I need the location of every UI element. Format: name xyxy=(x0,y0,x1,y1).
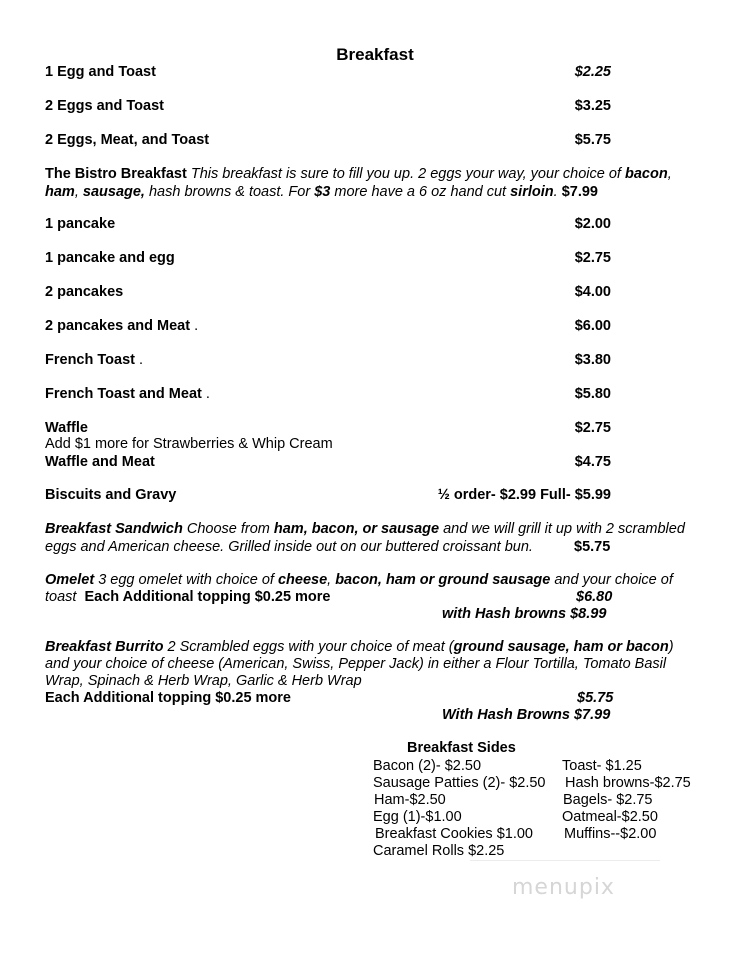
burrito-price: $5.75 xyxy=(577,690,614,706)
item-name xyxy=(45,352,143,368)
item-name: Waffle xyxy=(45,420,88,436)
bistro-ham: ham xyxy=(45,184,75,200)
bistro-text: . xyxy=(553,184,562,200)
omelet-meats: bacon, ham or ground sausage xyxy=(335,572,551,588)
omelet-line2 xyxy=(45,589,331,605)
item-name: 2 Eggs and Toast xyxy=(45,98,164,114)
item-price: $2.75 xyxy=(574,420,611,436)
menu-title: Breakfast xyxy=(336,45,414,64)
item-name-text: 2 pancakes and Meat xyxy=(45,318,191,334)
side-item: Sausage Patties (2)- $2.50 xyxy=(373,775,546,791)
item-name: Biscuits and Gravy xyxy=(45,487,177,503)
item-name: 1 Egg and Toast xyxy=(45,64,156,80)
side-item: Bacon (2)- $2.50 xyxy=(373,758,482,774)
waffle-note: Add $1 more for Strawberries & Whip Cream xyxy=(45,436,333,452)
item-price: $3.80 xyxy=(574,352,611,368)
side-item: Egg (1)-$1.00 xyxy=(373,809,462,825)
burrito-text: 2 Scrambled eggs with your choice of meat ( xyxy=(163,639,454,655)
bistro-name: The Bistro Breakfast xyxy=(45,166,187,182)
watermark-line xyxy=(470,860,660,861)
side-item: Toast- $1.25 xyxy=(562,758,642,774)
item-price: $2.00 xyxy=(574,216,611,232)
menu-item xyxy=(45,250,611,270)
menu-item xyxy=(45,284,611,304)
bistro-text: This breakfast is sure to fill you up. 2 eggs your way, your choice of xyxy=(186,166,625,182)
side-item: Bagels- $2.75 xyxy=(563,792,653,808)
item-name xyxy=(45,318,198,334)
omelet-price: $6.80 xyxy=(576,589,613,605)
burrito-line3: Wrap, Spinach & Herb Wrap, Garlic & Herb Wrap xyxy=(45,673,362,689)
sandwich-meats: ham, bacon, or sausage xyxy=(273,521,440,537)
item-name: 1 pancake xyxy=(45,216,116,232)
side-item: Hash browns-$2.75 xyxy=(565,775,691,791)
bistro-text: more have a 6 oz hand cut xyxy=(330,184,511,200)
bistro-text: , xyxy=(667,166,672,182)
item-name-text: French Toast and Meat xyxy=(45,386,202,402)
menu-item xyxy=(45,216,611,236)
item-price: $4.75 xyxy=(574,454,611,470)
menu-item xyxy=(45,132,611,152)
omelet-extra: Each Additional topping $0.25 more xyxy=(84,589,331,605)
burrito-line1 xyxy=(45,639,674,655)
sandwich-text: and we will grill it up with 2 scrambled xyxy=(439,521,685,537)
bistro-upgrade-price: $3 xyxy=(314,184,331,200)
item-name-text: French Toast xyxy=(45,352,135,368)
omelet-toast: toast xyxy=(45,589,77,605)
item-name: 1 pancake and egg xyxy=(45,250,175,266)
burrito-line2: and your choice of cheese (American, Swiss, Pepper Jack) in either a Flour Tortilla, Tomato Basil xyxy=(45,656,667,672)
burrito-name: Breakfast Burrito xyxy=(45,639,164,655)
item-name-suffix: . xyxy=(134,352,144,368)
side-item: Muffins--$2.00 xyxy=(564,826,657,842)
bistro-sausage: sausage, xyxy=(82,184,145,200)
watermark-logo: menupix xyxy=(512,875,615,900)
sandwich-name: Breakfast Sandwich xyxy=(45,521,183,537)
item-name xyxy=(45,386,210,402)
side-item: Oatmeal-$2.50 xyxy=(562,809,658,825)
item-price: $5.80 xyxy=(574,386,611,402)
item-price: $2.75 xyxy=(574,250,611,266)
item-price: $2.25 xyxy=(574,64,611,80)
bistro-breakfast-description xyxy=(45,165,695,201)
omelet-name: Omelet xyxy=(45,572,95,588)
menu-item xyxy=(45,352,611,372)
item-name: 2 Eggs, Meat, and Toast xyxy=(45,132,210,148)
sides-title: Breakfast Sides xyxy=(407,740,516,756)
burrito-meats: ground sausage, ham or bacon xyxy=(453,639,669,655)
omelet-cheese: cheese xyxy=(277,572,328,588)
bistro-text: , xyxy=(74,184,83,200)
item-name-suffix: . xyxy=(201,386,210,402)
burrito-extra: Each Additional topping $0.25 more xyxy=(45,690,291,706)
sandwich-line1 xyxy=(45,521,685,537)
bistro-price: $7.99 xyxy=(561,184,598,200)
omelet-hash-price: with Hash browns $8.99 xyxy=(442,606,607,622)
omelet-text: and your choice of xyxy=(550,572,673,588)
side-item: Caramel Rolls $2.25 xyxy=(373,843,505,859)
bistro-sirloin: sirloin xyxy=(510,184,554,200)
omelet-line1 xyxy=(45,572,673,588)
menu-item xyxy=(45,98,611,118)
burrito-text: ) xyxy=(668,639,674,655)
sandwich-text: Choose from xyxy=(182,521,274,537)
menu-item xyxy=(45,454,611,474)
menu-item xyxy=(45,386,611,406)
omelet-text: , xyxy=(327,572,336,588)
side-item: Breakfast Cookies $1.00 xyxy=(375,826,533,842)
item-price: $4.00 xyxy=(574,284,611,300)
side-item: Ham-$2.50 xyxy=(374,792,446,808)
item-price: $6.00 xyxy=(574,318,611,334)
sandwich-price: $5.75 xyxy=(574,539,611,555)
burrito-hash-price: With Hash Browns $7.99 xyxy=(442,707,611,723)
item-name: Waffle and Meat xyxy=(45,454,155,470)
item-price: $5.75 xyxy=(574,132,611,148)
item-price: $3.25 xyxy=(574,98,611,114)
omelet-text: 3 egg omelet with choice of xyxy=(94,572,278,588)
item-name: 2 pancakes xyxy=(45,284,124,300)
menu-item xyxy=(45,64,611,84)
menu-item xyxy=(45,487,611,507)
sandwich-line2: eggs and American cheese. Grilled inside out on our buttered croissant bun. xyxy=(45,539,533,555)
item-name-suffix: . xyxy=(190,318,199,334)
menu-item xyxy=(45,318,611,338)
item-price: ½ order- $2.99 Full- $5.99 xyxy=(437,487,611,503)
bistro-bacon: bacon xyxy=(625,166,668,182)
bistro-text: hash browns & toast. For xyxy=(144,184,315,200)
